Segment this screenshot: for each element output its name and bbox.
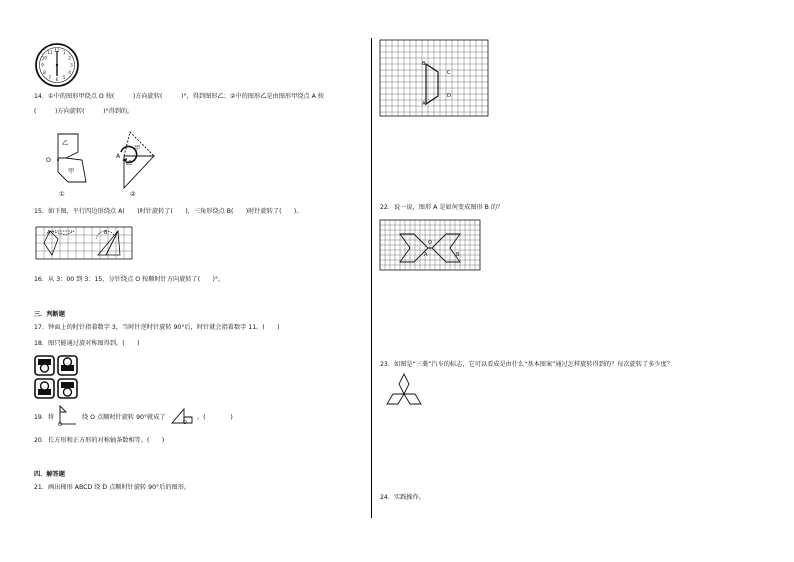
question-19-pre: 19．将 bbox=[34, 414, 55, 421]
question-19-end: 。( ) bbox=[197, 414, 233, 421]
q14-label-jia-1: 甲 bbox=[68, 168, 75, 175]
clock-number: 9 bbox=[41, 62, 44, 68]
question-15: 15．如下图，平行四边形绕点 A( )时针旋转了( )，三角形绕点 B( )时针旋转了( )。 bbox=[34, 208, 303, 215]
question-14-line1: 14．①中的图形甲绕点 O 按( )方向旋转( )°，得到图形乙；②中的图形乙是由图形甲绕点 A 按 bbox=[34, 93, 324, 100]
clock-number: 4 bbox=[68, 69, 71, 75]
q14-label-jia-2: 甲 bbox=[134, 145, 141, 152]
question-23: 23．如图是“三菱”汽车的标志，它可以看成是由什么“基本图案”通过怎样旋转得到的？每次旋转了多少度？ bbox=[380, 361, 673, 368]
clock-number: 1 bbox=[62, 49, 66, 55]
section-4-title: 四．解答题 bbox=[34, 471, 65, 478]
clock-number: 12 bbox=[54, 48, 60, 53]
clock-number: 10 bbox=[41, 55, 48, 61]
q15-label-b: B bbox=[104, 230, 108, 236]
q22-label-a: A bbox=[424, 252, 428, 258]
column-divider bbox=[371, 38, 372, 518]
question-19-mid: 绕 O 点顺时针旋转 90°就成了 bbox=[82, 414, 166, 421]
q15-label-a: A bbox=[47, 230, 51, 236]
clock-figure bbox=[34, 42, 80, 88]
q14-label-o: O bbox=[46, 157, 51, 164]
trap-label-a: A bbox=[422, 101, 426, 107]
trap-label-b: B bbox=[422, 61, 426, 67]
question-16: 16．从 3：00 到 3：15，分针绕点 O 按顺时针方向旋转了( )°。 bbox=[34, 276, 225, 283]
question-14-line2: ( )方向旋转( )°得到的。 bbox=[34, 108, 134, 115]
q22-label-b: B bbox=[456, 252, 460, 258]
clock-number: 7 bbox=[48, 75, 52, 81]
q14-caption-2: ② bbox=[130, 191, 136, 198]
question-22: 22．说一说，图形 A 是如何变成图形 B 的？ bbox=[380, 204, 504, 211]
trap-label-c: C bbox=[447, 70, 451, 76]
q19-label-o1: O bbox=[58, 422, 62, 428]
section-3-title: 三．判断题 bbox=[34, 311, 65, 318]
q14-caption-1: ① bbox=[59, 191, 65, 198]
q22-label-o: O bbox=[428, 240, 432, 246]
trap-label-d: D bbox=[447, 93, 451, 99]
question-24: 24．实践操作。 bbox=[380, 494, 425, 501]
q14-figure-1 bbox=[42, 130, 102, 200]
q23-mitsubishi-logo bbox=[380, 372, 428, 414]
q14-label-yi-1: 乙 bbox=[62, 140, 69, 147]
clock-number: 8 bbox=[43, 69, 46, 75]
q14-label-yi-2: 乙 bbox=[126, 160, 133, 167]
clock-number: 2 bbox=[68, 55, 71, 61]
clock-number: 3 bbox=[70, 62, 73, 68]
clock-number: 6 bbox=[55, 77, 59, 82]
q21-trapezoid-grid bbox=[380, 40, 490, 118]
q18-pattern-figure bbox=[34, 355, 78, 399]
question-17: 17．钟面上的时针指着数字 3，当时针逆时针旋转 90°后，时针就会指着数字 11。( ) bbox=[34, 324, 280, 331]
question-18: 18．图只能通过旋对称图得到。( ) bbox=[34, 340, 140, 347]
question-21: 21．画出梯形 ABCD 绕 D 点顺时针旋转 90°后的图形。 bbox=[34, 484, 191, 491]
q14-label-a: A bbox=[116, 153, 121, 160]
clock-number: 5 bbox=[62, 75, 66, 81]
question-20: 20．长方形和正方形的对称轴条数相等。( ) bbox=[34, 437, 165, 444]
q19-label-o2: O bbox=[183, 420, 187, 426]
clock-number: 11 bbox=[47, 49, 53, 55]
